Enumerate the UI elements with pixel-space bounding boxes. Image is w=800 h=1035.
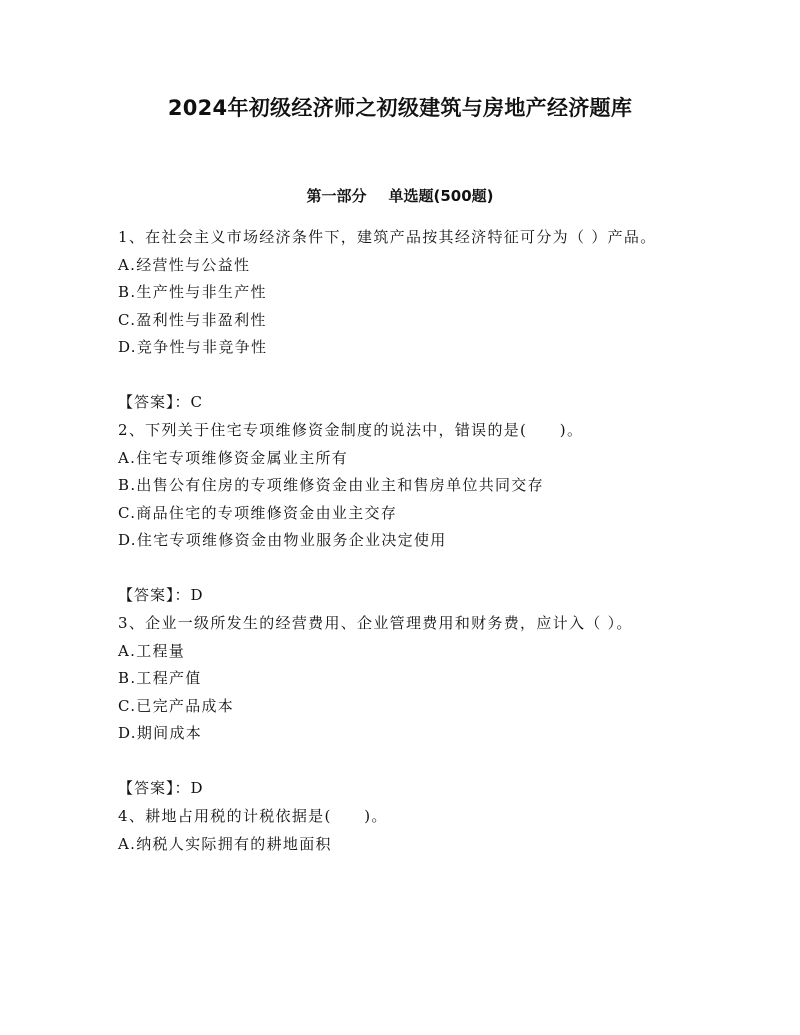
option-c: C.盈利性与非盈利性 [118, 310, 267, 329]
option-c: C.商品住宅的专项维修资金由业主交存 [118, 503, 398, 522]
option-a: A.工程量 [118, 641, 186, 660]
section-title [0, 184, 800, 208]
question-2 [118, 417, 678, 609]
option-b: B.生产性与非生产性 [118, 283, 267, 301]
answer [118, 775, 678, 803]
answer-label: 【答案】： [118, 585, 191, 604]
question-text: 1、在社会主义市场经济条件下，建筑产品按其经济特征可分为（ ）产品。 [118, 228, 657, 246]
answer-value: D [190, 585, 204, 604]
question-1 [118, 224, 678, 416]
option-a: A.纳税人实际拥有的耕地面积 [118, 834, 332, 853]
question-text: 4、耕地占用税的计税依据是( )。 [118, 807, 388, 825]
page-title: 2024年初级经济师之初级建筑与房地产经济题库 [167, 96, 633, 120]
question-list [118, 224, 678, 858]
option-d: D.竞争性与非竞争性 [118, 338, 268, 356]
option-b: B.出售公有住房的专项维修资金由业主和售房单位共同交存 [118, 476, 544, 494]
answer [118, 389, 678, 417]
answer-value: D [190, 778, 204, 797]
question-4 [118, 803, 678, 858]
question-text: 3、企业一级所发生的经营费用、企业管理费用和财务费，应计入（ ）。 [118, 614, 633, 632]
answer-label: 【答案】： [118, 392, 191, 411]
option-a: A.住宅专项维修资金属业主所有 [118, 448, 349, 467]
option-d: D.期间成本 [118, 724, 203, 742]
option-d: D.住宅专项维修资金由物业服务企业决定使用 [118, 531, 447, 549]
option-a: A.经营性与公益性 [118, 255, 251, 274]
question-3 [118, 610, 678, 802]
section-name: 单选题(500题) [388, 187, 494, 205]
answer-value: C [190, 392, 204, 411]
answer-label: 【答案】： [118, 778, 191, 797]
section-part: 第一部分 [306, 187, 367, 205]
question-text: 2、下列关于住宅专项维修资金制度的说法中，错误的是( )。 [118, 421, 584, 439]
answer [118, 582, 678, 610]
option-c: C.已完产品成本 [118, 696, 235, 715]
option-b: B.工程产值 [118, 669, 202, 687]
